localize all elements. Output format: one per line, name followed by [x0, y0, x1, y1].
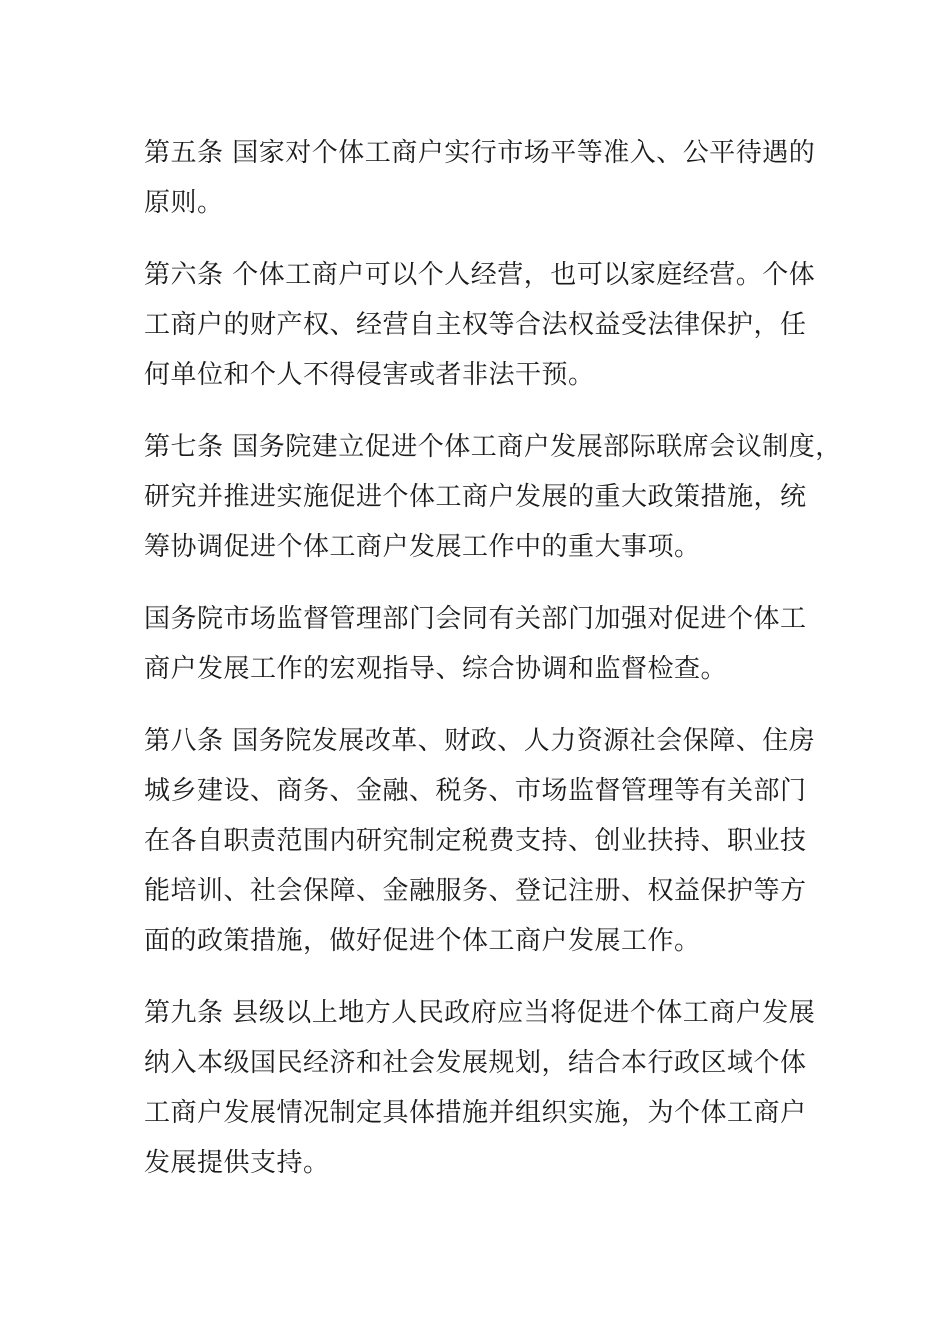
paragraph-article-7-clause-2	[144, 594, 816, 694]
paragraph-article-5	[144, 128, 816, 228]
text-line: 原则。	[144, 188, 224, 218]
text-line: 工商户的财产权、经营自主权等合法权益受法律保护，任	[144, 310, 807, 340]
paragraph-article-9	[144, 988, 816, 1188]
text-line: 研究并推进实施促进个体工商户发展的重大政策措施，统	[144, 482, 807, 512]
text-line: 何单位和个人不得侵害或者非法干预。	[144, 360, 595, 390]
paragraph-article-8	[144, 716, 816, 966]
text-line: 面的政策措施，做好促进个体工商户发展工作。	[144, 926, 701, 956]
text-line: 第六条 个体工商户可以个人经营，也可以家庭经营。个体	[144, 260, 816, 290]
text-line: 在各自职责范围内研究制定税费支持、创业扶持、职业技	[144, 826, 807, 856]
text-line: 第七条 国务院建立促进个体工商户发展部际联席会议制度，	[144, 432, 842, 462]
text-line: 发展提供支持。	[144, 1148, 330, 1178]
paragraph-article-6	[144, 250, 816, 400]
text-line: 筹协调促进个体工商户发展工作中的重大事项。	[144, 532, 701, 562]
text-line: 能培训、社会保障、金融服务、登记注册、权益保护等方	[144, 876, 807, 906]
text-line: 国务院市场监督管理部门会同有关部门加强对促进个体工	[144, 604, 807, 634]
text-line: 第八条 国务院发展改革、财政、人力资源社会保障、住房	[144, 726, 816, 756]
paragraph-article-7	[144, 422, 842, 572]
text-line: 商户发展工作的宏观指导、综合协调和监督检查。	[144, 654, 728, 684]
text-line: 工商户发展情况制定具体措施并组织实施，为个体工商户	[144, 1098, 807, 1128]
text-line: 城乡建设、商务、金融、税务、市场监督管理等有关部门	[144, 776, 807, 806]
document-body	[144, 128, 842, 1210]
text-line: 第五条 国家对个体工商户实行市场平等准入、公平待遇的	[144, 138, 816, 168]
text-line: 纳入本级国民经济和社会发展规划，结合本行政区域个体	[144, 1048, 807, 1078]
text-line: 第九条 县级以上地方人民政府应当将促进个体工商户发展	[144, 998, 816, 1028]
